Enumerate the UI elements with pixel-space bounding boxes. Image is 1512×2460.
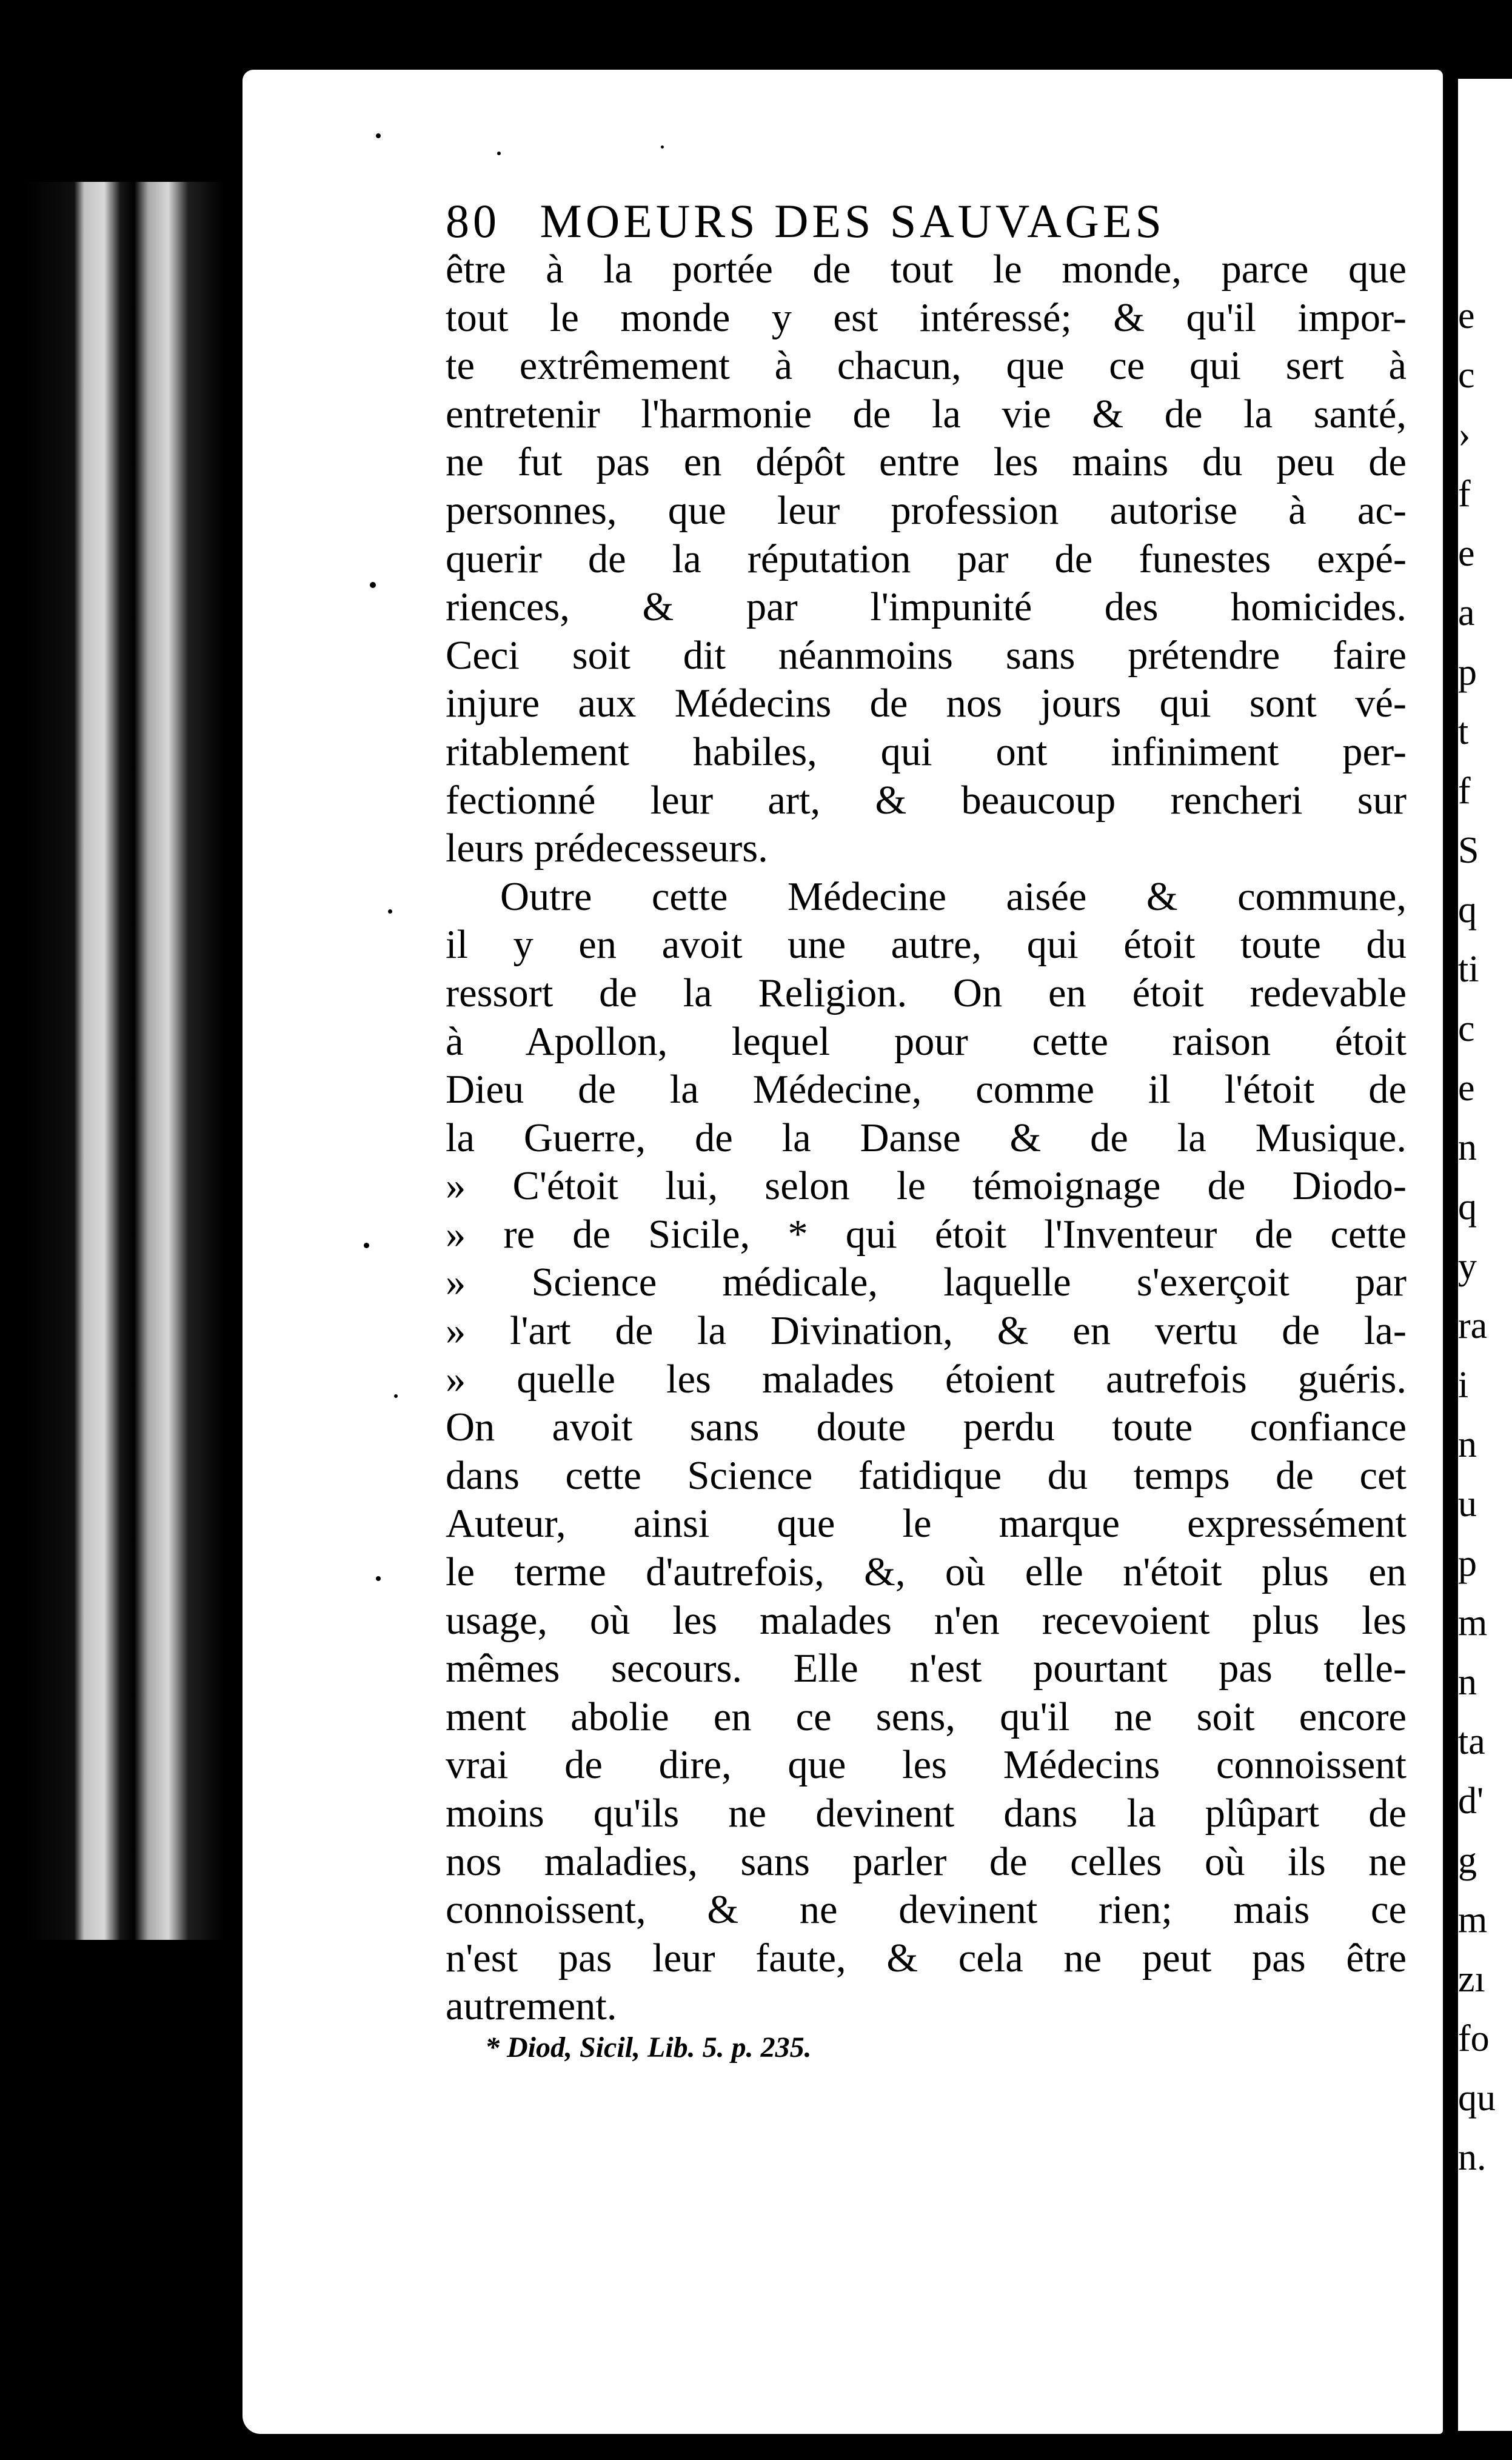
- text-line: querir de la réputation par de funestes expé-: [446, 536, 1407, 581]
- text-line: dans cette Science fatidique du temps de cet: [446, 1453, 1407, 1498]
- facing-page-fragment: m: [1458, 1602, 1488, 1643]
- text-line: vrai de dire, que les Médecins connoissent: [446, 1743, 1407, 1788]
- facing-page-fragment: e: [1458, 295, 1475, 336]
- page-number: 80: [446, 195, 500, 247]
- facing-page-fragment: y: [1458, 1246, 1477, 1287]
- text-line: leurs prédecesseurs.: [446, 826, 768, 871]
- text-line: Auteur, ainsi que le marque expressément: [446, 1502, 1407, 1546]
- facing-page-fragment: p: [1458, 1543, 1477, 1584]
- scan-speck: [376, 133, 381, 138]
- text-line: ritablement habiles, qui ont infiniment per-: [446, 729, 1407, 774]
- gutter-shadow: [1443, 61, 1458, 2460]
- scan-speck: [394, 1394, 398, 1398]
- facing-page-fragment: zı: [1458, 1959, 1485, 2000]
- facing-page-fragment: t: [1458, 711, 1469, 752]
- text-line: à Apollon, lequel pour cette raison étoit: [446, 1019, 1407, 1064]
- facing-page-fragment: ta: [1458, 1721, 1485, 1762]
- facing-page-fragment: ti: [1458, 949, 1479, 990]
- footnote: * Diod, Sicil, Lib. 5. p. 235.: [485, 2031, 812, 2064]
- text-line: riences, & par l'impunité des homicides.: [446, 585, 1407, 630]
- facing-page-fragment: e: [1458, 533, 1475, 574]
- text-line: Outre cette Médecine aisée & commune,: [500, 874, 1407, 919]
- text-line: la Guerre, de la Danse & de la Musique.: [446, 1115, 1407, 1160]
- facing-page-fragment: q: [1458, 1186, 1477, 1228]
- text-line: n'est pas leur faute, & cela ne peut pas être: [446, 1936, 1407, 1980]
- facing-page-fragment: ra: [1458, 1305, 1488, 1346]
- text-line: il y en avoit une autre, qui étoit toute du: [446, 923, 1407, 968]
- facing-page-fragment: u: [1458, 1483, 1477, 1525]
- facing-page-fragment: S: [1458, 830, 1479, 871]
- text-line: nos maladies, sans parler de celles où ils ne: [446, 1839, 1407, 1884]
- facing-page-edge: [1458, 79, 1512, 2431]
- facing-page-fragment: n: [1458, 1662, 1477, 1703]
- text-line: » quelle les malades étoient autrefois guéris.: [446, 1357, 1407, 1402]
- text-line: être à la portée de tout le monde, parce que: [446, 247, 1407, 292]
- facing-page-fragment: f: [1458, 770, 1471, 812]
- text-line: » Science médicale, laquelle s'exerçoit par: [446, 1260, 1407, 1305]
- facing-page-fragment: g: [1458, 1840, 1477, 1881]
- text-line: Dieu de la Médecine, comme il l'étoit de: [446, 1068, 1407, 1112]
- text-line: connoissent, & ne devinent rien; mais ce: [446, 1888, 1407, 1933]
- facing-page-fragment: p: [1458, 652, 1477, 693]
- text-line: moins qu'ils ne devinent dans la plûpart de: [446, 1791, 1407, 1836]
- facing-page-fragment: n.: [1458, 2137, 1487, 2178]
- text-line: te extrêmement à chacun, que ce qui sert à: [446, 344, 1407, 389]
- scan-speck: [364, 1243, 369, 1248]
- facing-page-fragment: m: [1458, 1899, 1488, 1940]
- scan-speck: [376, 1576, 381, 1581]
- scan-speck: [661, 145, 664, 149]
- text-line: ne fut pas en dépôt entre les mains du peu de: [446, 440, 1407, 485]
- facing-page-fragment: c: [1458, 1008, 1475, 1049]
- text-line: injure aux Médecins de nos jours qui sont vé-: [446, 681, 1407, 726]
- body-text: [446, 246, 1407, 2031]
- text-line: tout le monde y est intéressé; & qu'il impor-: [446, 295, 1407, 340]
- facing-page-fragment: fo: [1458, 2018, 1490, 2059]
- scan-speck: [497, 152, 501, 155]
- text-line: entretenir l'harmonie de la vie & de la santé,: [446, 392, 1407, 436]
- text-line: » C'étoit lui, selon le témoignage de Diodo-: [446, 1164, 1407, 1209]
- text-line: personnes, que leur profession autorise à ac-: [446, 488, 1407, 533]
- facing-page-fragment: n: [1458, 1424, 1477, 1465]
- text-line: ment abolie en ce sens, qu'il ne soit encore: [446, 1694, 1407, 1739]
- text-line: usage, où les malades n'en recevoient plus les: [446, 1598, 1407, 1643]
- facing-page-fragment: q: [1458, 889, 1477, 931]
- scan-speck: [388, 909, 392, 914]
- text-line: ressort de la Religion. On en étoit redevable: [446, 971, 1407, 1015]
- text-line: » re de Sicile, * qui étoit l'Inventeur de cette: [446, 1212, 1407, 1257]
- text-line: le terme d'autrefois, &, où elle n'étoit plus en: [446, 1550, 1407, 1595]
- facing-page-fragment: i: [1458, 1365, 1469, 1406]
- facing-page-fragment: e: [1458, 1068, 1475, 1109]
- facing-page-fragment: d': [1458, 1780, 1484, 1822]
- facing-page-fragment: ›: [1458, 414, 1471, 455]
- facing-page-fragment: qu: [1458, 2077, 1496, 2119]
- text-line: Ceci soit dit néanmoins sans prétendre faire: [446, 633, 1407, 678]
- text-line: » l'art de la Divination, & en vertu de la-: [446, 1309, 1407, 1354]
- text-line: fectionné leur art, & beaucoup rencheri sur: [446, 778, 1407, 823]
- text-line: On avoit sans doute perdu toute confiance: [446, 1405, 1407, 1450]
- text-line: autrement.: [446, 1984, 617, 2029]
- facing-page-fragment: a: [1458, 592, 1475, 633]
- book-binding-edge: [24, 182, 224, 1940]
- facing-page-fragment: c: [1458, 355, 1475, 396]
- text-line: mêmes secours. Elle n'est pourtant pas telle-: [446, 1646, 1407, 1691]
- running-title: MOEURS DES SAUVAGES: [540, 195, 1165, 247]
- facing-page-fragment: f: [1458, 473, 1471, 515]
- scan-speck: [370, 582, 376, 588]
- facing-page-fragment: n: [1458, 1127, 1477, 1168]
